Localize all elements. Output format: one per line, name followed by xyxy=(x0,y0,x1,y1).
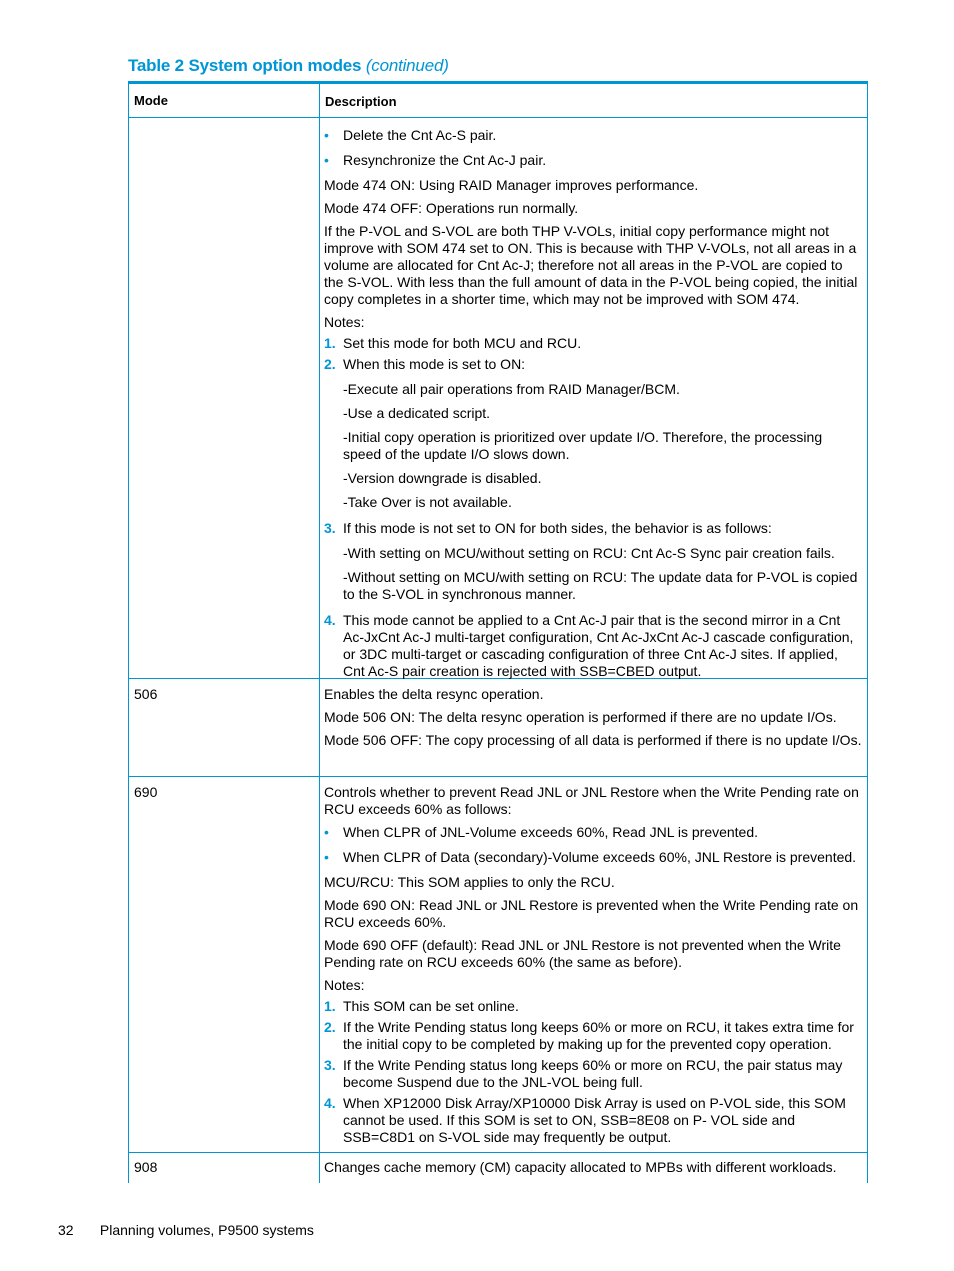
header-description: Description xyxy=(320,84,868,117)
paragraph: Controls whether to prevent Read JNL or JNL Restore when the Write Pending rate on RCU exceeds 60% as follows: xyxy=(324,784,859,817)
number-marker: 4. xyxy=(324,612,336,628)
sub-item: -With setting on MCU/without setting on RCU: Cnt Ac-S Sync pair creation fails. xyxy=(343,545,835,561)
list-item xyxy=(324,335,862,352)
paragraph: MCU/RCU: This SOM applies to only the RCU. xyxy=(324,874,615,890)
page-number: 32 xyxy=(58,1222,74,1238)
description-cell xyxy=(320,777,868,1152)
list-item xyxy=(324,612,862,680)
number-marker: 3. xyxy=(324,520,336,536)
number-marker: 1. xyxy=(324,998,336,1014)
list-item-text: If this mode is not set to ON for both sides, the behavior is as follows: xyxy=(343,520,772,536)
table-row xyxy=(128,679,868,777)
paragraph: Enables the delta resync operation. xyxy=(324,686,544,702)
bullet-marker: • xyxy=(324,152,329,168)
list-item-text: This SOM can be set online. xyxy=(343,998,519,1014)
sub-item: -Execute all pair operations from RAID Manager/BCM. xyxy=(343,381,680,397)
list-item xyxy=(324,849,862,866)
notes-label: Notes: xyxy=(324,314,365,330)
list-item xyxy=(324,356,862,373)
table-row xyxy=(128,1153,868,1183)
description-cell xyxy=(320,679,868,776)
list-item-text: When CLPR of Data (secondary)-Volume exceeds 60%, JNL Restore is prevented. xyxy=(343,849,857,865)
description-cell xyxy=(320,1153,868,1183)
table-row xyxy=(128,118,868,679)
list-item-text: Delete the Cnt Ac-S pair. xyxy=(343,127,497,143)
sub-item: -Take Over is not available. xyxy=(343,494,512,510)
table-row xyxy=(128,777,868,1153)
header-mode: Mode xyxy=(128,84,320,117)
list-item xyxy=(324,1095,862,1146)
bullet-marker: • xyxy=(324,849,329,865)
mode-cell xyxy=(128,118,320,678)
number-marker: 2. xyxy=(324,356,336,372)
paragraph: Mode 690 ON: Read JNL or JNL Restore is prevented when the Write Pending rate on RCU exceeds 60%. xyxy=(324,897,859,930)
list-item xyxy=(324,824,862,841)
number-marker: 3. xyxy=(324,1057,336,1073)
page-footer xyxy=(58,1222,314,1238)
sub-item: -Version downgrade is disabled. xyxy=(343,470,542,486)
list-item xyxy=(324,1057,862,1091)
bullet-marker: • xyxy=(324,824,329,840)
list-item-text: Set this mode for both MCU and RCU. xyxy=(343,335,582,351)
list-item-text: When CLPR of JNL-Volume exceeds 60%, Read JNL is prevented. xyxy=(343,824,759,840)
table-title: Table 2 System option modes xyxy=(128,56,362,75)
sub-item: -Without setting on MCU/with setting on RCU: The update data for P-VOL is copied to the S-VOL in synchronous manner. xyxy=(343,569,858,602)
system-option-modes-table xyxy=(128,81,868,1183)
table-caption xyxy=(128,56,449,76)
table-continued: (continued) xyxy=(365,56,449,75)
paragraph: Mode 506 ON: The delta resync operation is performed if there are no update I/Os. xyxy=(324,709,837,725)
paragraph: Changes cache memory (CM) capacity allocated to MPBs with different workloads. xyxy=(324,1159,837,1175)
paragraph: If the P-VOL and S-VOL are both THP V-VOLs, initial copy performance might not improve with SOM 474 set to ON. This is because with THP V-VOLs, not all areas in a volume are allocated for Cnt Ac-J; therefore not all areas in the P-VOL are copied to the S-VOL. With less than the full amount of data in the P-VOL being copied, the initial copy completes in a shorter time, which may not be improved with SOM 474. xyxy=(324,223,858,307)
paragraph: Mode 474 ON: Using RAID Manager improves performance. xyxy=(324,177,699,193)
notes-label: Notes: xyxy=(324,977,365,993)
mode-cell: 690 xyxy=(128,777,320,1152)
list-item xyxy=(324,998,862,1015)
description-cell xyxy=(320,118,868,678)
table-header-row xyxy=(128,84,868,118)
list-item xyxy=(324,1019,862,1053)
paragraph: Mode 506 OFF: The copy processing of all data is performed if there is no update I/Os. xyxy=(324,732,862,748)
list-item xyxy=(324,127,862,144)
number-marker: 1. xyxy=(324,335,336,351)
paragraph: Mode 474 OFF: Operations run normally. xyxy=(324,200,579,216)
list-item-text: If the Write Pending status long keeps 60% or more on RCU, the pair status may become Suspend due to the JNL-VOL being full. xyxy=(343,1057,843,1090)
list-item-text: This mode cannot be applied to a Cnt Ac-J pair that is the second mirror in a Cnt Ac-JxCnt Ac-J multi-target configuration, Cnt Ac-JxCnt Ac-J cascade configuration, or 3DC multi-target or cascading configuration of three Cnt Ac-J sites. If applied, Cnt Ac-S pair creation is rejected with SSB=CBED output. xyxy=(343,612,854,679)
sub-item: -Use a dedicated script. xyxy=(343,405,491,421)
number-marker: 4. xyxy=(324,1095,336,1111)
list-item-text: When this mode is set to ON: xyxy=(343,356,526,372)
paragraph: Mode 690 OFF (default): Read JNL or JNL Restore is not prevented when the Write Pending rate on RCU exceeds 60% (the same as before). xyxy=(324,937,841,970)
footer-section-title: Planning volumes, P9500 systems xyxy=(99,1222,314,1238)
list-item-text: When XP12000 Disk Array/XP10000 Disk Array is used on P-VOL side, this SOM cannot be used. If this SOM is set to ON, SSB=8E08 on P- VOL side and SSB=C8D1 on S-VOL side may frequently be output. xyxy=(343,1095,846,1145)
mode-cell: 506 xyxy=(128,679,320,776)
list-item xyxy=(324,152,862,169)
mode-cell: 908 xyxy=(128,1153,320,1183)
number-marker: 2. xyxy=(324,1019,336,1035)
list-item xyxy=(324,520,862,537)
sub-item: -Initial copy operation is prioritized over update I/O. Therefore, the processing speed of the update I/O slows down. xyxy=(343,429,823,462)
bullet-marker: • xyxy=(324,127,329,143)
list-item-text: Resynchronize the Cnt Ac-J pair. xyxy=(343,152,547,168)
list-item-text: If the Write Pending status long keeps 60% or more on RCU, it takes extra time for the initial copy to be completed by making up for the prevented copy operation. xyxy=(343,1019,854,1052)
